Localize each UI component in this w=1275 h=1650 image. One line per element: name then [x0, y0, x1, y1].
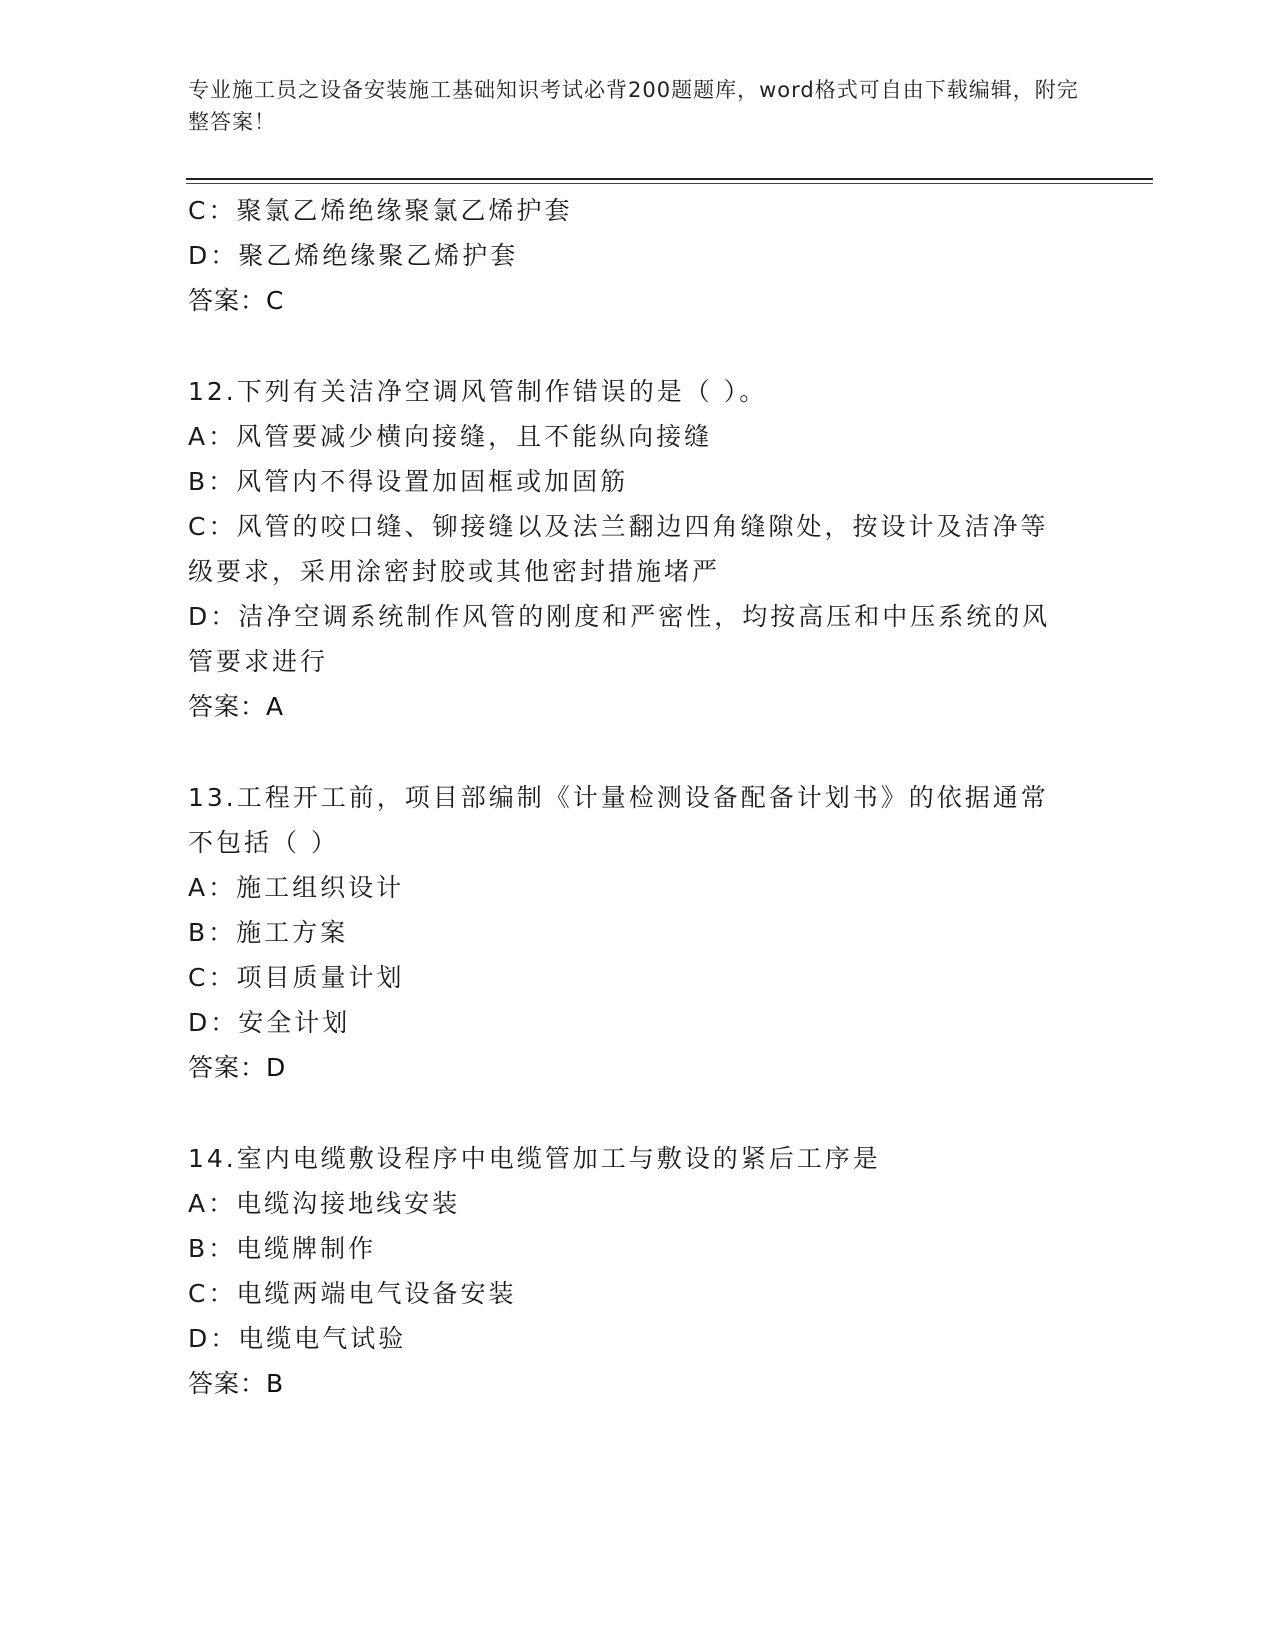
question-14: [188, 1136, 1088, 1406]
question-content: [188, 188, 1088, 1406]
q14-option-b: B：电缆牌制作: [188, 1234, 377, 1263]
spacer: [188, 729, 1088, 775]
q11-option-d: D：聚乙烯绝缘聚乙烯护套: [188, 241, 519, 270]
q14-option-a: A：电缆沟接地线安装: [188, 1189, 461, 1218]
q13-option-b: B：施工方案: [188, 918, 349, 947]
q13-option-d: D：安全计划: [188, 1008, 351, 1037]
q11-answer: 答案：C: [188, 286, 285, 315]
q12-option-a: A：风管要减少横向接缝，且不能纵向接缝: [188, 422, 713, 451]
q12-answer: 答案：A: [188, 692, 285, 721]
question-11-tail: [188, 188, 1088, 323]
q14-stem: 14.室内电缆敷设程序中电缆管加工与敷设的紧后工序是: [188, 1144, 881, 1173]
spacer: [188, 323, 1088, 369]
header-title: 专业施工员之设备安装施工基础知识考试必背200题题库，word格式可自由下载编辑，附完整答案！: [188, 78, 1079, 134]
q12-option-d-line1: D：洁净空调系统制作风管的刚度和严密性，均按高压和中压系统的风: [188, 602, 1051, 631]
q13-stem-line1: 13.工程开工前，项目部编制《计量检测设备配备计划书》的依据通常: [188, 783, 1049, 812]
q12-option-d-line2: 管要求进行: [188, 647, 329, 676]
question-13: [188, 775, 1088, 1090]
q12-option-b: B：风管内不得设置加固框或加固筋: [188, 467, 629, 496]
q14-option-d: D：电缆电气试验: [188, 1324, 407, 1353]
q13-option-c: C：项目质量计划: [188, 963, 405, 992]
q12-stem: 12.下列有关洁净空调风管制作错误的是（ ）。: [188, 377, 768, 406]
page-header: [188, 74, 1088, 138]
q12-option-c-line1: C：风管的咬口缝、铆接缝以及法兰翻边四角缝隙处，按设计及洁净等: [188, 512, 1049, 541]
question-12: [188, 369, 1088, 729]
q13-answer: 答案：D: [188, 1053, 287, 1082]
q14-answer: 答案：B: [188, 1369, 285, 1398]
q11-option-c: C：聚氯乙烯绝缘聚氯乙烯护套: [188, 196, 573, 225]
spacer: [188, 1090, 1088, 1136]
q13-stem-line2: 不包括（ ）: [188, 828, 339, 857]
q13-option-a: A：施工组织设计: [188, 873, 405, 902]
q14-option-c: C：电缆两端电气设备安装: [188, 1279, 517, 1308]
header-rule-thick: [186, 178, 1153, 180]
q12-option-c-line2: 级要求，采用涂密封胶或其他密封措施堵严: [188, 557, 721, 586]
header-rule-thin: [186, 183, 1153, 184]
